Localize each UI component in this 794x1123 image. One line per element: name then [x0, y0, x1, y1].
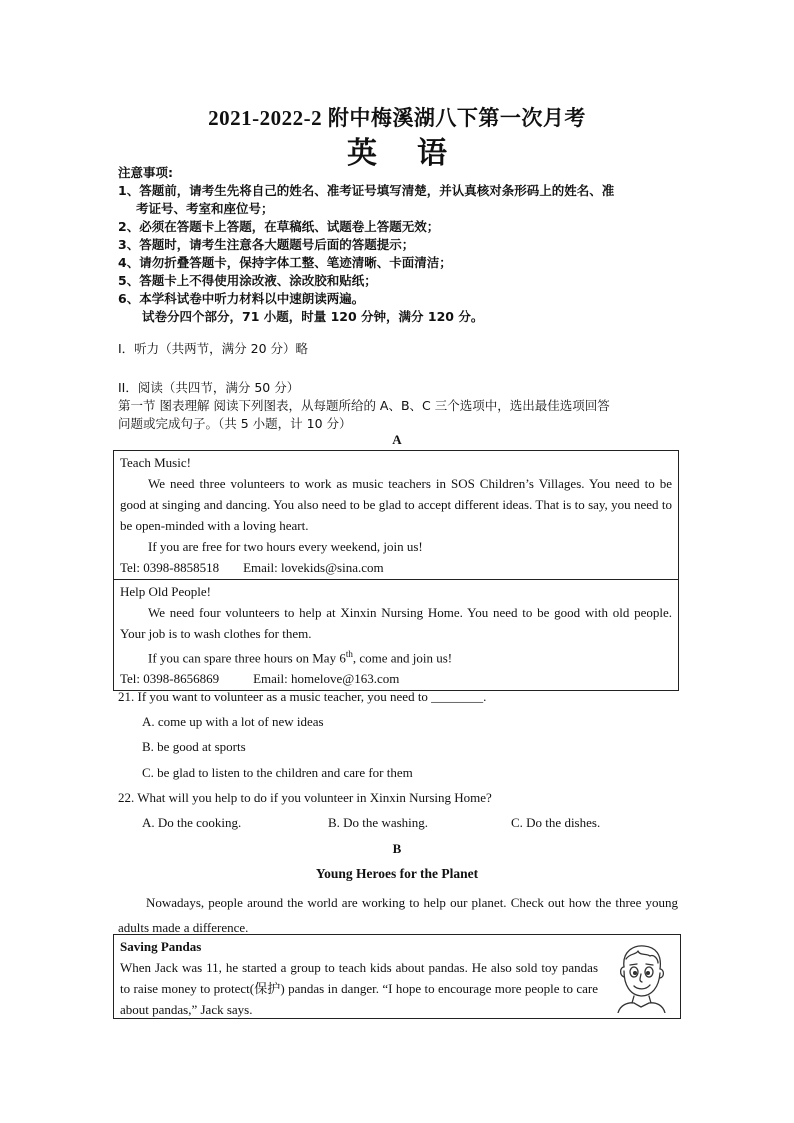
- box-heading: Saving Pandas: [120, 939, 202, 954]
- box-text: When Jack was 11, he started a group to teach kids about pandas. He also sold toy pandas to raise money to protect(保护) pandas in danger. “I hope to encourage more people to care about pandas,” Jack says.: [120, 960, 598, 1017]
- ad-title: Teach Music!: [120, 455, 191, 470]
- question-22: 22. What will you help to do if you volunteer in Xinxin Nursing Home?: [118, 790, 492, 805]
- exam-title: 2021-2022-2 附中梅溪湖八下第一次月考: [208, 106, 586, 130]
- section-reading-instructions: 第一节 图表理解 阅读下列图表，从每题所给的 A、B、C 三个选项中，选出最佳选项回答: [118, 398, 610, 413]
- saving-pandas-box: [113, 934, 681, 1019]
- passage-a-table: [113, 450, 679, 691]
- notes-item: 1、答题前，请考生先将自己的姓名、准考证号填写清楚，并认真核对条形码上的姓名、准: [118, 183, 615, 198]
- notes-item: 2、必须在答题卡上答题，在草稿纸、试题卷上答题无效；: [118, 219, 440, 234]
- option-21-a: A. come up with a lot of new ideas: [142, 714, 324, 729]
- ad-title: Help Old People!: [120, 584, 211, 599]
- ad-call: If you are free for two hours every weekend, join us!: [148, 539, 423, 554]
- option-21-c: C. be glad to listen to the children and care for them: [142, 765, 413, 780]
- notes-item: 考证号、考室和座位号；: [136, 201, 274, 216]
- notes-item: 4、请勿折叠答题卡，保持字体工整、笔迹清晰、卡面清洁；: [118, 255, 452, 270]
- subject-title: 英语: [347, 137, 487, 170]
- ad-contact: [120, 668, 672, 689]
- section-reading-title: II．阅读（共四节，满分 50 分）: [118, 380, 300, 395]
- passage-b-title: Young Heroes for the Planet: [315, 866, 479, 881]
- section-listening: I．听力（共两节，满分 20 分）略: [118, 341, 309, 356]
- ad-teach-music: [114, 451, 678, 579]
- option-22-b: B. Do the washing.: [328, 815, 429, 830]
- notes-item: 6、本学科试卷中听力材料以中速朗读两遍。: [118, 291, 365, 306]
- notes-heading: 注意事项:: [118, 165, 173, 180]
- boy-cartoon-icon: [610, 941, 672, 1013]
- option-22-c: C. Do the dishes.: [511, 815, 601, 830]
- notes-item: 3、答题时，请考生注意各大题题号后面的答题提示；: [118, 237, 415, 252]
- ad-help-old-people: [114, 579, 678, 690]
- passage-b-intro: Nowadays, people around the world are working to help our planet. Check out how the three young adults made a difference.: [118, 895, 678, 935]
- exam-notes: [118, 164, 688, 326]
- option-21-b: B. be good at sports: [142, 739, 246, 754]
- ad-email: Email: homelove@163.com: [253, 671, 400, 687]
- option-22-a: A. Do the cooking.: [142, 815, 242, 830]
- ad-tel: Tel: 0398-8858518: [120, 560, 220, 575]
- ad-body: We need three volunteers to work as music teachers in SOS Children’s Villages. You need to be good at singing and dancing. You also need to be glad to accept different ideas. That is to say, you need to be open-minded with a loving heart.: [120, 476, 672, 533]
- passage-b-label: B: [392, 841, 402, 856]
- notes-item: 5、答题卡上不得使用涂改液、涂改胶和贴纸；: [118, 273, 377, 288]
- passage-a-label: A: [392, 432, 402, 447]
- ad-contact: [120, 557, 672, 578]
- ad-call: If you can spare three hours on May 6th, come and join us!: [148, 649, 453, 666]
- ad-email: Email: lovekids@sina.com: [243, 560, 384, 575]
- ad-body: We need four volunteers to help at Xinxin Nursing Home. You need to be good with old people. Your job is to wash clothes for them.: [120, 605, 672, 641]
- ad-tel: Tel: 0398-8656869: [120, 671, 220, 687]
- notes-item: 试卷分四个部分，71 小题，时量 120 分钟，满分 120 分。: [142, 309, 484, 324]
- section-reading-instructions: 问题或完成句子。（共 5 小题，计 10 分）: [118, 416, 352, 431]
- question-21: 21. If you want to volunteer as a music teacher, you need to ________.: [118, 689, 487, 704]
